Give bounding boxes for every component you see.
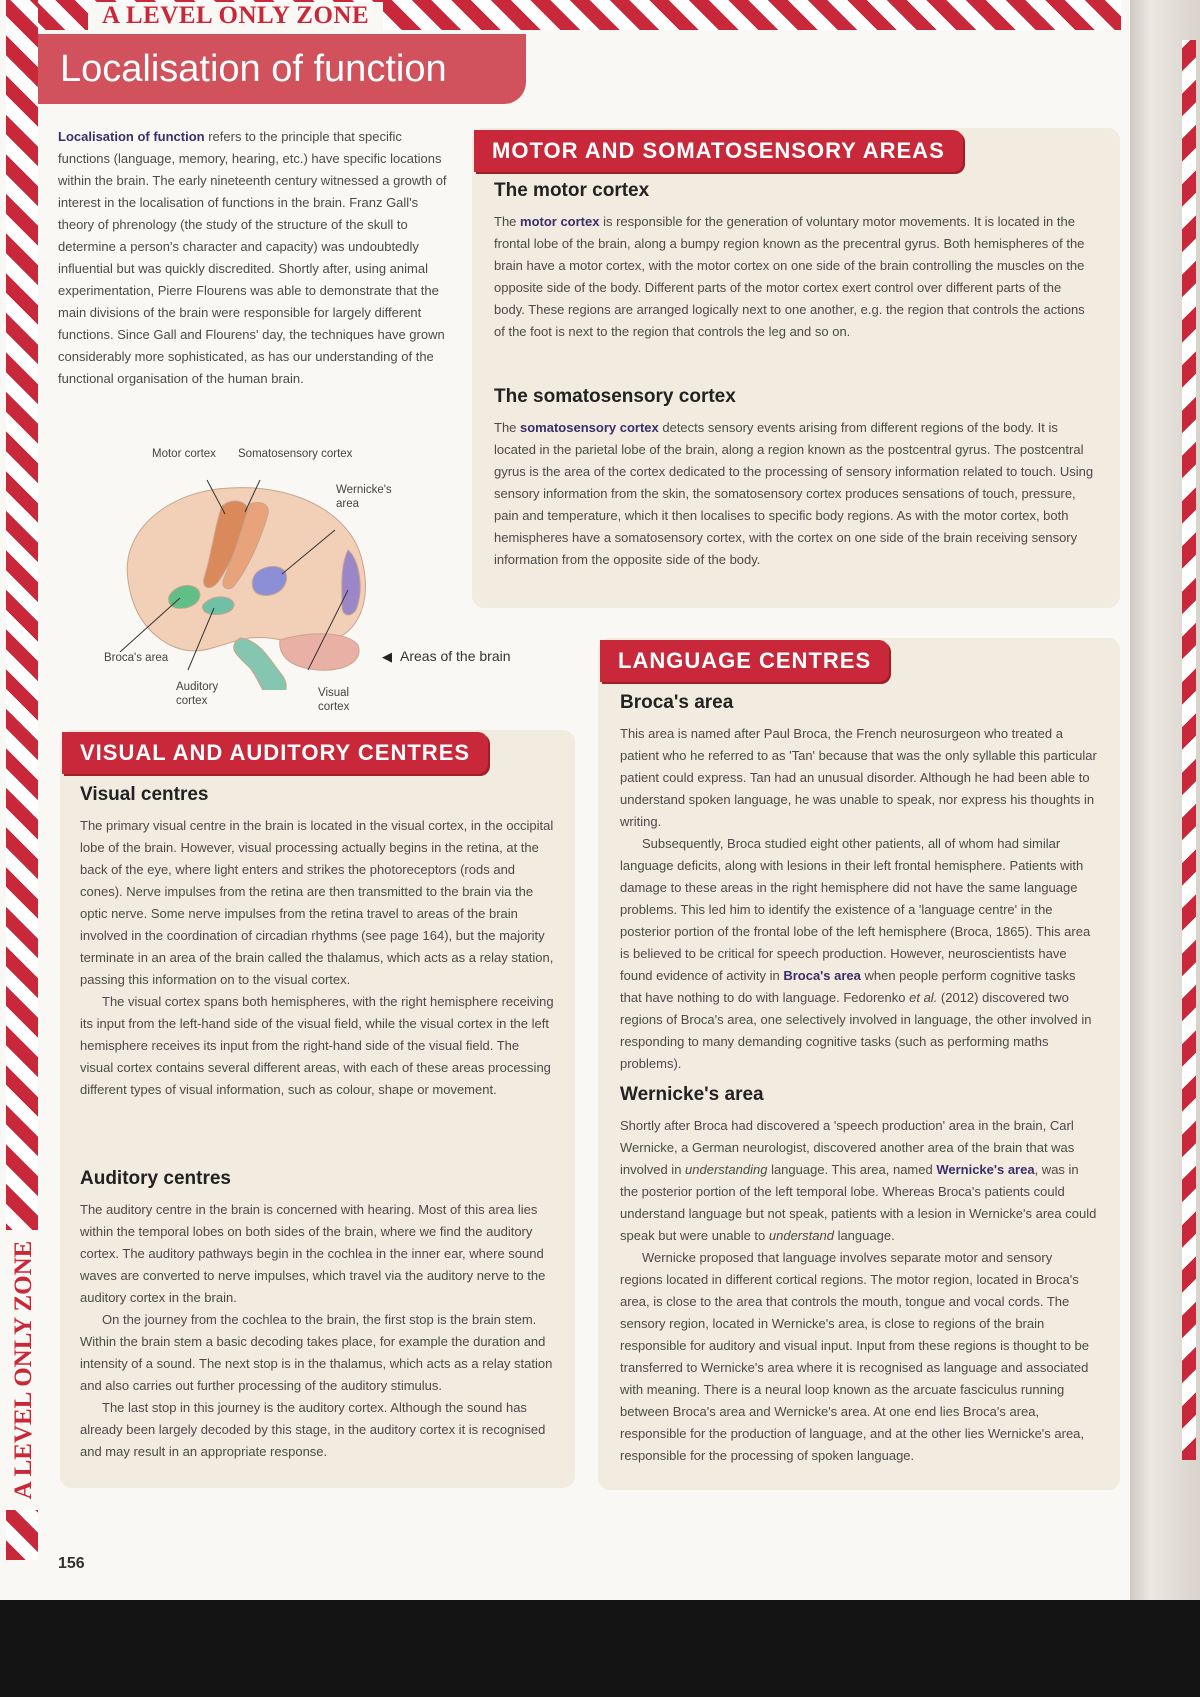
broca-etal: et al. [909,990,938,1005]
page-title: Localisation of function [60,48,447,90]
broca-p2-b: when people perform cognitive tasks that have nothing to do with language. Fedorenko [620,968,1076,1005]
somatosensory-heading: The somatosensory cortex [494,386,736,407]
label-auditory-cortex: Auditory cortex [176,681,219,707]
label-visual-cortex: Visual cortex [318,687,350,713]
wernicke-p1-a: Shortly after Broca had discovered a 'speech production' area in the brain, Carl Wernicke, a German neurologist, discovered another area of the brain that was involved in [620,1118,1075,1177]
scanner-bed [0,1600,1200,1697]
label-somatosensory-cortex: Somatosensory cortex [238,448,353,460]
figure-caption [382,648,511,665]
broca-p2-c: (2012) discovered two regions of Broca's area, one selectively involved in language, the other involved in responding to many demanding cognitive tasks (such as performing maths problems). [620,990,1092,1071]
auditory-centres-heading: Auditory centres [80,1168,231,1189]
auditory-paragraph-2: On the journey from the cochlea to the brain, the first stop is the brain stem. Within the brain stem a basic decoding takes place, for example the duration and intensity of a sound. The next stop is in the thalamus, which acts as a relay station and also carries out further processing of the auditory stimulus. [80,1312,553,1393]
label-motor-cortex: Motor cortex [152,448,216,460]
brain-stem [234,638,287,690]
intro-paragraph [58,126,453,390]
facing-page-edge [1130,0,1200,1600]
somato-pre: The [494,420,521,435]
wernicke-area-heading: Wernicke's area [620,1084,764,1105]
wernicke-term: Wernicke's area [936,1162,1035,1177]
wernicke-em-2: understand [768,1228,834,1243]
wernicke-p1-d: language. [833,1228,895,1243]
visual-auditory-banner: VISUAL AND AUDITORY CENTRES [62,732,488,774]
visual-paragraph-1: The primary visual centre in the brain is located in the visual cortex, in the occipital lobe of the brain. However, visual processing actually begins in the retina, at the back of the eye, where light enters and strikes the photoreceptors (rods and cones). Nerve impulses from the retina are then transmitted to the brain via the optic nerve. Some nerve impulses from the retina travel to areas of the brain involved in the coordination of circadian rhythms (see page 164), but the majority terminate in an area of the brain called the thalamus, which acts as a relay station, passing this information on to the visual cortex. [80,818,554,987]
somato-term: somatosensory cortex [520,420,659,435]
motor-term: motor cortex [520,214,600,229]
page-title-bar [38,34,526,104]
motor-cortex-heading: The motor cortex [494,180,650,201]
motor-somatosensory-banner: MOTOR AND SOMATOSENSORY AREAS [474,130,963,172]
broca-term: Broca's area [783,968,861,983]
auditory-paragraph-1: The auditory centre in the brain is concerned with hearing. Most of this area lies within the temporal lobes on both sides of the brain, where we find the auditory cortex. The auditory pathways begin in the cochlea in the inner ear, where sound waves are converted to nerve impulses, which travel via the auditory nerve to the auditory cortex in the brain. [80,1202,546,1305]
wernicke-p1-c: , was in the posterior portion of the left temporal lobe. Whereas Broca's patients could understand language but not speak, patients with a lesion in Wernicke's area could speak but were unable to [620,1162,1097,1243]
page-number: 156 [58,1555,85,1572]
somatosensory-text [494,417,1094,571]
visual-centres-text [80,815,554,1101]
facing-page-stripe [1182,40,1196,1460]
visual-paragraph-2: The visual cortex spans both hemispheres, with the right hemisphere receiving its input from the left-hand side of the visual field, while the visual cortex in the left hemisphere receives its input from the right-hand side of the visual field. The visual cortex contains several different areas, with each of these areas processing different types of visual information, such as colour, shape or movement. [80,994,554,1097]
broca-area-heading: Broca's area [620,692,734,713]
wernicke-paragraph-1 [620,1115,1098,1247]
wernicke-em-1: understanding [685,1162,768,1177]
language-banner: LANGUAGE CENTRES [600,640,889,682]
caption-text: Areas of the brain [400,648,511,664]
auditory-paragraph-3: The last stop in this journey is the auditory cortex. Although the sound has already been largely decoded by this stage, in the auditory cortex it is recognised and may result in an appropriate response. [80,1400,546,1459]
intro-text: refers to the principle that specific functions (language, memory, hearing, etc.) have specific locations within the brain. The early nineteenth century witnessed a growth of interest in the localisation of functions in the brain. Franz Gall's theory of phrenology (the study of the structure of the skull to determine a person's character and capacity) was undoubtedly influential but was quickly discredited. Shortly after, using animal experimentation, Pierre Flourens was able to demonstrate that the main divisions of the brain were responsible for largely different functions. Since Gall and Flourens' day, the techniques have grown considerably more sophisticated, as has our understanding of the functional organisation of the human brain. [58,129,447,386]
broca-area-text [620,723,1098,1075]
label-wernicke-area: Wernicke's area [336,484,392,510]
visual-centres-heading: Visual centres [80,784,209,805]
zone-label-side-wrap [4,1230,44,1510]
wernicke-area-text [620,1115,1098,1467]
broca-p2-a: Subsequently, Broca studied eight other patients, all of whom had similar language deficits, along with lesions in their left frontal hemisphere. Patients with damage to these areas in the right hemisphere did not have the same language problems. This led him to identify the existence of a 'language centre' in the posterior portion of the frontal lobe of the left hemisphere (Broca, 1865). This area is believed to be critical for speech production. However, neuroscientists have found evidence of activity in [620,836,1091,983]
motor-pre: The [494,214,521,229]
brain-cerebellum [280,634,359,670]
zone-label-top: A LEVEL ONLY ZONE [88,2,383,30]
intro-term: Localisation of function [58,129,205,144]
broca-paragraph-2 [620,833,1098,1075]
motor-body: is responsible for the generation of voluntary motor movements. It is located in the frontal lobe of the brain, along a bumpy region known as the precentral gyrus. Both hemispheres of the brain have a motor cortex, with the motor cortex on one side of the brain controlling the muscles on the opposite side of the body. Different parts of the motor cortex exert control over different parts of the body. These regions are arranged logically next to one another, e.g. the region that controls the actions of the foot is next to the region that controls the leg and so on. [494,214,1085,339]
auditory-centres-text [80,1199,554,1463]
label-broca-area: Broca's area [104,652,169,664]
wernicke-p1-b: language. This area, named [767,1162,937,1177]
caption-arrow-icon: ◀ [382,649,392,664]
somato-body: detects sensory events arising from different regions of the body. It is located in the parietal lobe of the brain, along a region known as the postcentral gyrus. The postcentral gyrus is the area of the cortex dedicated to the processing of sensory information related to touch. Using sensory information from the skin, the somatosensory cortex produces sensations of touch, pressure, pain and temperature, which it then localises to specific body regions. As with the motor cortex, both hemispheres have a somatosensory cortex, with the cortex on one side of the brain receiving sensory information from the opposite side of the body. [494,420,1094,567]
broca-paragraph-1: This area is named after Paul Broca, the French neurosurgeon who treated a patient who he referred to as 'Tan' because that was the only syllable this particular patient could express. Tan had an unusual disorder. Although he had been able to understand spoken language, he was unable to speak, nor express his thoughts in writing. [620,726,1097,829]
motor-cortex-text [494,211,1094,343]
zone-label-side: A LEVEL ONLY ZONE [10,1240,37,1500]
wernicke-paragraph-2: Wernicke proposed that language involves separate motor and sensory regions located in different cortical regions. The motor region, located in Broca's area, is close to the area that controls the mouth, tongue and vocal cords. The sensory region, located in Wernicke's area, is close to regions of the brain responsible for auditory and visual input. Input from these regions is thought to be transferred to Wernicke's area where it is recognised as language and associated with meaning. There is a neural loop known as the arcuate fasciculus running between Broca's area and Wernicke's area. At one end lies Broca's area, responsible for the production of language, and at the other lies Wernicke's area, responsible for the processing of spoken language. [620,1250,1090,1463]
